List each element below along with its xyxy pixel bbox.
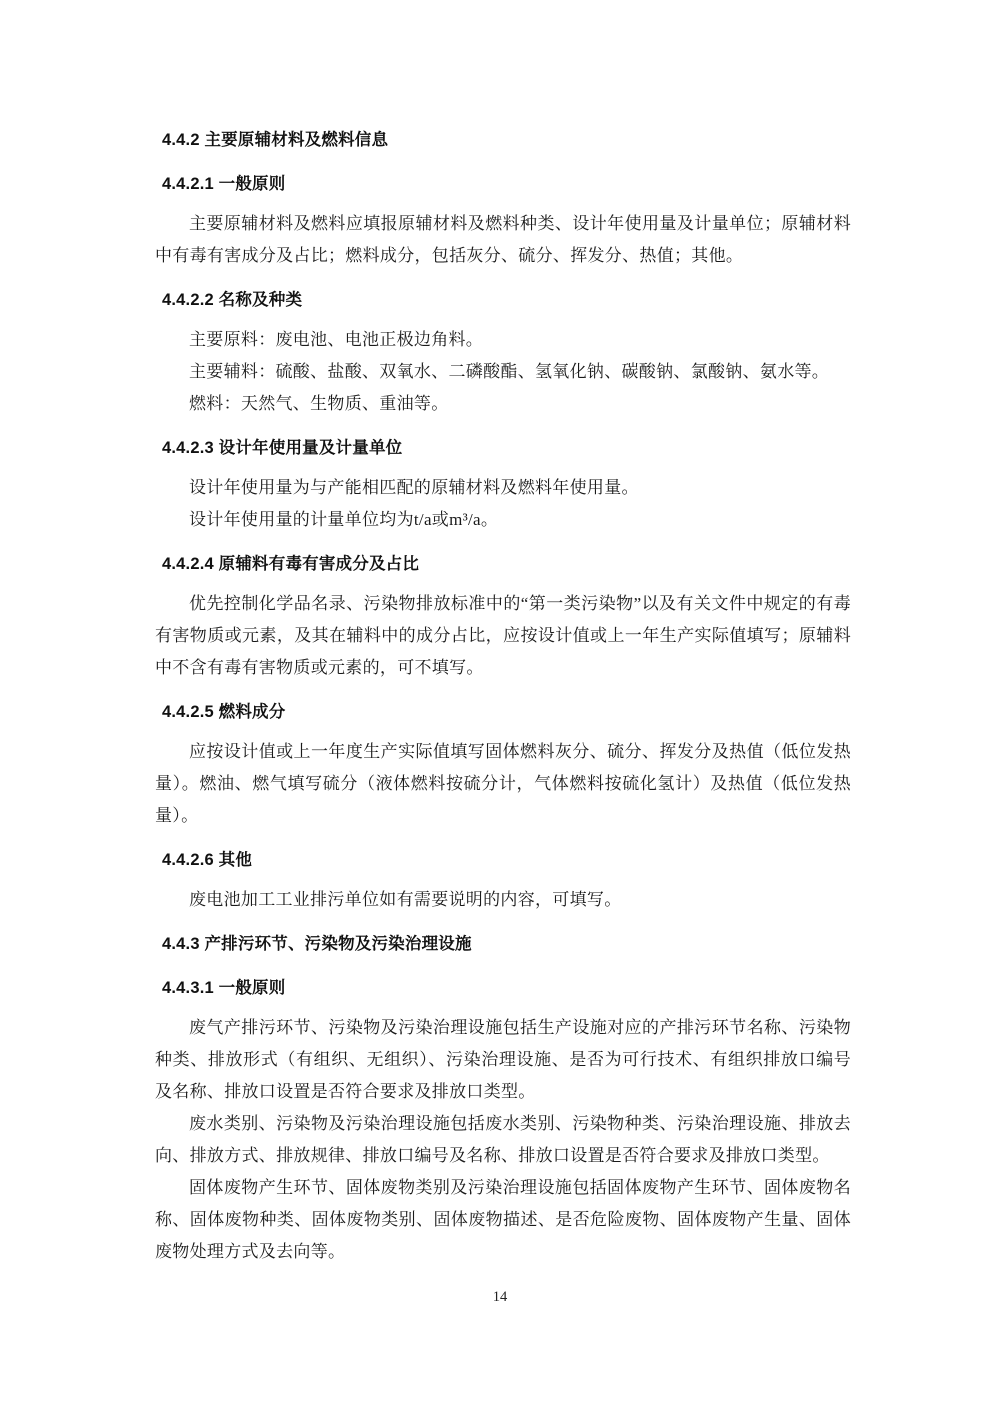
subsection-heading: 4.4.2.1 一般原则	[162, 175, 286, 193]
paragraph: 主要辅料：硫酸、盐酸、双氧水、二磷酸酯、氢氧化钠、碳酸钠、氯酸钠、氨水等。	[189, 362, 830, 381]
subsection-heading: 4.4.2.3 设计年使用量及计量单位	[162, 439, 403, 457]
paragraph: 废气产排污环节、污染物及污染治理设施包括生产设施对应的产排污环节名称、污染物种类、排放形式（有组织、无组织）、污染治理设施、是否为可行技术、有组织排放口编号及名称、排放口设置是否符合要求及排放口类型。	[155, 1018, 851, 1101]
subsection-heading: 4.4.2.2 名称及种类	[162, 291, 303, 309]
subsection-heading: 4.4.2.5 燃料成分	[162, 703, 286, 721]
document-content	[155, 0, 851, 1268]
section-heading: 4.4.3 产排污环节、污染物及污染治理设施	[162, 935, 472, 953]
paragraph: 优先控制化学品名录、污染物排放标准中的“第一类污染物”以及有关文件中规定的有毒有害物质或元素，及其在辅料中的成分占比，应按设计值或上一年生产实际值填写；原辅料中不含有毒有害物质或元素的，可不填写。	[155, 594, 851, 677]
paragraph: 燃料：天然气、生物质、重油等。	[189, 394, 449, 413]
paragraph: 废电池加工工业排污单位如有需要说明的内容，可填写。	[189, 890, 622, 909]
subsection-heading: 4.4.2.6 其他	[162, 851, 253, 869]
subsection-heading: 4.4.3.1 一般原则	[162, 979, 286, 997]
page-number: 14	[492, 1289, 508, 1305]
paragraph: 设计年使用量为与产能相匹配的原辅材料及燃料年使用量。	[189, 478, 639, 497]
paragraph: 应按设计值或上一年度生产实际值填写固体燃料灰分、硫分、挥发分及热值（低位发热量）。燃油、燃气填写硫分（液体燃料按硫分计，气体燃料按硫化氢计）及热值（低位发热量）。	[155, 742, 851, 825]
section-heading: 4.4.2 主要原辅材料及燃料信息	[162, 131, 389, 149]
paragraph: 主要原辅材料及燃料应填报原辅材料及燃料种类、设计年使用量及计量单位；原辅材料中有毒有害成分及占比；燃料成分，包括灰分、硫分、挥发分、热值；其他。	[155, 214, 851, 265]
subsection-heading: 4.4.2.4 原辅料有毒有害成分及占比	[162, 555, 420, 573]
paragraph: 设计年使用量的计量单位均为t/a或m³/a。	[189, 510, 499, 529]
paragraph: 固体废物产生环节、固体废物类别及污染治理设施包括固体废物产生环节、固体废物名称、固体废物种类、固体废物类别、固体废物描述、是否危险废物、固体废物产生量、固体废物处理方式及去向等。	[155, 1178, 851, 1261]
page-footer	[0, 1288, 1000, 1306]
paragraph: 主要原料：废电池、电池正极边角料。	[189, 330, 484, 349]
paragraph: 废水类别、污染物及污染治理设施包括废水类别、污染物种类、污染治理设施、排放去向、排放方式、排放规律、排放口编号及名称、排放口设置是否符合要求及排放口类型。	[155, 1114, 851, 1165]
